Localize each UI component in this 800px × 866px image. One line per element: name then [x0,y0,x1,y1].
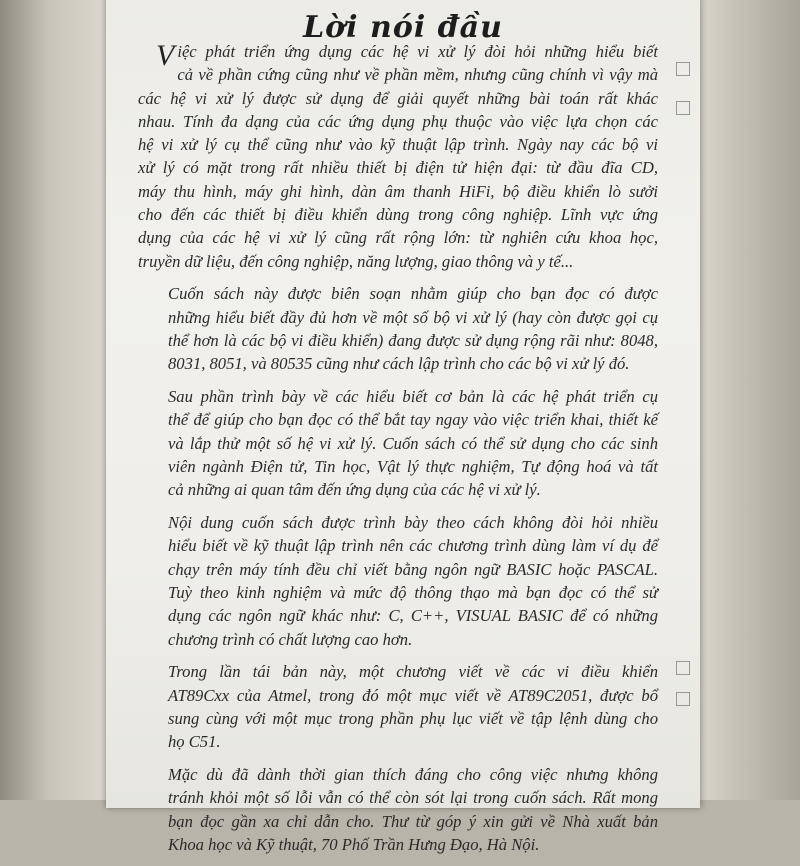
bleed-through-checkbox-mark [676,692,690,706]
text-line: bạn đọc gần xa chỉ dẫn cho. Thư từ góp ý xin gửi về Nhà xuất bản [168,811,658,831]
bleed-through-checkbox-mark [676,101,690,115]
text-line: Khoa học và Kỹ thuật, 70 Phố Trần Hưng Đạo, Hà Nội. [168,835,540,854]
text-line: những hiểu biết đầy đủ hơn về một số bộ vi xử lý (hay còn được gọi cụ [168,307,658,327]
paragraph [138,511,658,651]
paragraph [138,282,658,375]
text-line: dụng của các hệ vi xử lý cũng rất rộng lớn: từ nghiên cứu khoa học, [138,228,658,248]
text-line: dụng các ngôn ngữ khác như: C, C++, VISUAL BASIC để có những [168,606,658,626]
text-line: AT89Cxx của Atmel, trong đó một mục viết về AT89C2051, được bổ [168,685,658,705]
text-line: Trong lần tái bản này, một chương viết về các vi điều khiển [168,662,658,682]
text-line: hệ vi xử lý cụ thể cũng như vào kỹ thuật lập trình. Ngày nay các bộ vi [138,135,658,155]
text-line: và lắp thử một số hệ vi xử lý. Cuốn sách có thể sử dụng cho các sinh [168,433,658,453]
text-line: cho đến các thiết bị điều khiển dùng trong công nghiệp. Lĩnh vực ứng [138,205,658,225]
text-line: thể để giúp cho bạn đọc có thể bắt tay ngay vào việc triển khai, thiết kế [168,410,658,430]
text-line: thể hơn là các bộ vi điều khiển) đang được sử dụng rộng rãi như: 8048, [168,331,658,351]
text-line: Tuỳ theo kinh nghiệm và mức độ thông thạo mà bạn đọc có thể sử [168,583,658,603]
text-line: sung cùng với một mục trong phần phụ lục viết về tập lệnh dùng cho [168,709,658,729]
text-line: nhau. Tính đa dạng của các ứng dụng phụ thuộc vào việc lựa chọn các [138,111,658,131]
text-line: hiểu biết về kỹ thuật lập trình nên các chương trình dùng làm ví dụ để [168,536,658,556]
text-line: cả những ai quan tâm đến ứng dụng của các hệ vi xử lý. [168,480,541,500]
paragraph [138,40,658,273]
bleed-through-checkbox-mark [676,661,690,675]
paragraph [138,385,658,501]
text-line: chạy trên máy tính đều chỉ viết bằng ngôn ngữ BASIC hoặc PASCAL. [168,559,658,579]
text-line: Mặc dù đã dành thời gian thích đáng cho công việc nhưng không [168,765,658,785]
text-line: viên ngành Điện tử, Tin học, Vật lý thực nghiệm, Tự động hoá và tất [168,457,658,477]
bleed-through-checkbox-mark [676,62,690,76]
body-text [138,40,658,866]
text-line: tránh khỏi một số lỗi vẫn có thể còn sót lại trong cuốn sách. Rất mong [168,788,658,808]
text-line: các hệ vi xử lý được sử dụng để giải quyết những bài toán rất khác [138,88,658,108]
text-line: Cuốn sách này được biên soạn nhằm giúp cho bạn đọc có được [168,284,658,304]
paragraph [138,660,658,753]
book-page [106,0,700,854]
drop-cap: V [156,39,175,72]
text-line: truyền dữ liệu, đến công nghiệp, năng lượng, giao thông và y tế... [138,251,574,271]
text-line: 8031, 8051, và 80535 cũng như cách lập trình cho các bộ vi xử lý đó. [168,354,630,374]
text-line: chương trình có chất lượng cao hơn. [168,629,413,649]
page-title: Lời nói đầu [303,10,503,45]
text-line: Nội dung cuốn sách được trình bày theo cách không đòi hỏi nhiều [168,513,658,533]
text-line: cả về phần cứng cũng như về phần mềm, nhưng cũng chính vì vậy mà [177,65,658,85]
paragraph [138,763,658,856]
text-line: Sau phần trình bày về các hiểu biết cơ bản là các hệ phát triển cụ [168,387,658,407]
text-line: xử lý có mặt trong rất nhiều thiết bị điện tử hiện đại: từ đầu đĩa CD, [138,158,658,178]
text-line: iệc phát triển ứng dụng các hệ vi xử lý đòi hỏi những hiểu biết [177,42,658,61]
text-line: họ C51. [168,732,221,752]
text-line: máy thu hình, máy ghi hình, dàn âm thanh HiFi, bộ điều khiển lò sưởi [138,181,658,201]
